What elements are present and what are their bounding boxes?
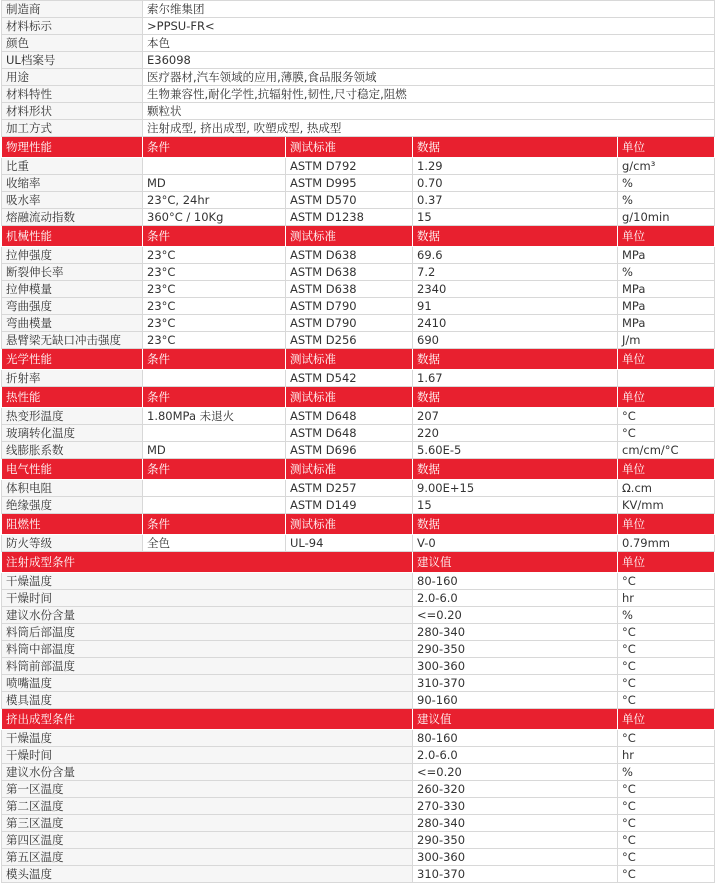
unit: °C (618, 866, 715, 883)
section-header (2, 459, 715, 480)
test-value: 15 (413, 209, 618, 226)
property-name: 绝缘强度 (2, 497, 143, 514)
test-condition: 23°C (143, 298, 286, 315)
recommended-value: 90-160 (413, 692, 618, 709)
info-label: 材料标示 (2, 18, 143, 35)
test-standard: ASTM D638 (286, 281, 413, 298)
unit: g/10min (618, 209, 715, 226)
column-header: 数据 (413, 387, 618, 408)
test-condition: 23°C (143, 281, 286, 298)
recommended-value: 280-340 (413, 815, 618, 832)
unit: MPa (618, 298, 715, 315)
property-name: 热变形温度 (2, 408, 143, 425)
info-row (2, 18, 715, 35)
column-header: 测试标准 (286, 387, 413, 408)
parameter-name: 第一区温度 (2, 781, 413, 798)
section-title: 电气性能 (2, 459, 143, 480)
table-row (2, 175, 715, 192)
info-value: 生物兼容性,耐化学性,抗辐射性,韧性,尺寸稳定,阻燃 (143, 86, 715, 103)
test-value: V-0 (413, 535, 618, 552)
table-row (2, 332, 715, 349)
section-header (2, 226, 715, 247)
test-condition (143, 158, 286, 175)
test-value: 5.60E-5 (413, 442, 618, 459)
column-header: 测试标准 (286, 349, 413, 370)
parameter-name: 建议水份含量 (2, 607, 413, 624)
test-standard: ASTM D790 (286, 298, 413, 315)
test-condition: MD (143, 442, 286, 459)
table-row (2, 264, 715, 281)
recommended-value: 80-160 (413, 573, 618, 590)
property-name: 弯曲模量 (2, 315, 143, 332)
info-label: 加工方式 (2, 120, 143, 137)
property-name: 体积电阻 (2, 480, 143, 497)
unit: °C (618, 798, 715, 815)
info-value: 索尔维集团 (143, 1, 715, 18)
unit: °C (618, 624, 715, 641)
table-row (2, 781, 715, 798)
column-header: 单位 (618, 552, 715, 573)
test-standard: ASTM D648 (286, 408, 413, 425)
table-row (2, 158, 715, 175)
property-name: 收缩率 (2, 175, 143, 192)
test-value: 69.6 (413, 247, 618, 264)
info-label: 制造商 (2, 1, 143, 18)
datasheet-body (2, 1, 715, 883)
unit: °C (618, 408, 715, 425)
table-row (2, 624, 715, 641)
property-name: 线膨胀系数 (2, 442, 143, 459)
info-label: 颜色 (2, 35, 143, 52)
column-header: 测试标准 (286, 459, 413, 480)
test-condition (143, 480, 286, 497)
section-title: 阻燃性 (2, 514, 143, 535)
unit: % (618, 175, 715, 192)
info-row (2, 35, 715, 52)
recommended-value: 300-360 (413, 849, 618, 866)
table-row (2, 408, 715, 425)
info-value: 颗粒状 (143, 103, 715, 120)
column-header: 数据 (413, 226, 618, 247)
property-name: 折射率 (2, 370, 143, 387)
test-standard: ASTM D1238 (286, 209, 413, 226)
table-row (2, 832, 715, 849)
table-row (2, 866, 715, 883)
info-row (2, 86, 715, 103)
column-header: 单位 (618, 349, 715, 370)
unit: °C (618, 675, 715, 692)
section-title: 物理性能 (2, 137, 143, 158)
table-row (2, 747, 715, 764)
column-header: 条件 (143, 349, 286, 370)
unit: Ω.cm (618, 480, 715, 497)
column-header: 单位 (618, 387, 715, 408)
table-row (2, 535, 715, 552)
column-header: 单位 (618, 459, 715, 480)
unit: °C (618, 832, 715, 849)
test-value: 7.2 (413, 264, 618, 281)
property-name: 玻璃转化温度 (2, 425, 143, 442)
unit (618, 370, 715, 387)
test-condition: 23°C (143, 264, 286, 281)
unit: cm/cm/°C (618, 442, 715, 459)
test-condition (143, 425, 286, 442)
section-title: 挤出成型条件 (2, 709, 413, 730)
property-name: 防火等级 (2, 535, 143, 552)
parameter-name: 干燥时间 (2, 590, 413, 607)
parameter-name: 模头温度 (2, 866, 413, 883)
unit: 0.79mm (618, 535, 715, 552)
recommended-value: 290-350 (413, 641, 618, 658)
recommended-value: <=0.20 (413, 607, 618, 624)
test-standard: ASTM D638 (286, 264, 413, 281)
table-row (2, 442, 715, 459)
info-row (2, 1, 715, 18)
column-header: 条件 (143, 459, 286, 480)
test-value: 9.00E+15 (413, 480, 618, 497)
recommended-value: <=0.20 (413, 764, 618, 781)
section-title: 机械性能 (2, 226, 143, 247)
column-header: 单位 (618, 226, 715, 247)
section-header (2, 552, 715, 573)
parameter-name: 第三区温度 (2, 815, 413, 832)
test-value: 1.67 (413, 370, 618, 387)
unit: °C (618, 781, 715, 798)
recommended-value: 2.0-6.0 (413, 590, 618, 607)
table-row (2, 641, 715, 658)
section-header (2, 514, 715, 535)
info-value: 本色 (143, 35, 715, 52)
section-title: 光学性能 (2, 349, 143, 370)
column-header: 数据 (413, 514, 618, 535)
test-value: 2340 (413, 281, 618, 298)
column-header: 建议值 (413, 552, 618, 573)
table-row (2, 192, 715, 209)
test-value: 2410 (413, 315, 618, 332)
table-row (2, 298, 715, 315)
info-label: 材料形状 (2, 103, 143, 120)
section-header (2, 137, 715, 158)
info-label: 材料特性 (2, 86, 143, 103)
unit: hr (618, 590, 715, 607)
property-name: 弯曲强度 (2, 298, 143, 315)
info-value: 医疗器材,汽车领域的应用,薄膜,食品服务领域 (143, 69, 715, 86)
column-header: 条件 (143, 514, 286, 535)
test-value: 207 (413, 408, 618, 425)
table-row (2, 425, 715, 442)
unit: % (618, 764, 715, 781)
parameter-name: 料筒前部温度 (2, 658, 413, 675)
test-standard: ASTM D995 (286, 175, 413, 192)
section-header (2, 709, 715, 730)
test-value: 1.29 (413, 158, 618, 175)
test-condition: MD (143, 175, 286, 192)
test-standard: ASTM D257 (286, 480, 413, 497)
unit: °C (618, 425, 715, 442)
info-row (2, 120, 715, 137)
column-header: 测试标准 (286, 514, 413, 535)
test-standard: ASTM D790 (286, 315, 413, 332)
section-header (2, 387, 715, 408)
parameter-name: 料筒中部温度 (2, 641, 413, 658)
test-value: 15 (413, 497, 618, 514)
unit: °C (618, 692, 715, 709)
material-datasheet-table (1, 0, 715, 883)
test-value: 0.37 (413, 192, 618, 209)
section-title: 注射成型条件 (2, 552, 413, 573)
unit: MPa (618, 315, 715, 332)
recommended-value: 290-350 (413, 832, 618, 849)
section-header (2, 349, 715, 370)
property-name: 断裂伸长率 (2, 264, 143, 281)
table-row (2, 247, 715, 264)
parameter-name: 模具温度 (2, 692, 413, 709)
table-row (2, 281, 715, 298)
unit: °C (618, 573, 715, 590)
test-standard: ASTM D149 (286, 497, 413, 514)
property-name: 吸水率 (2, 192, 143, 209)
recommended-value: 2.0-6.0 (413, 747, 618, 764)
info-value: >PPSU-FR< (143, 18, 715, 35)
test-standard: ASTM D792 (286, 158, 413, 175)
unit: °C (618, 730, 715, 747)
info-row (2, 103, 715, 120)
test-value: 690 (413, 332, 618, 349)
recommended-value: 270-330 (413, 798, 618, 815)
test-value: 0.70 (413, 175, 618, 192)
column-header: 数据 (413, 137, 618, 158)
unit: MPa (618, 247, 715, 264)
test-standard: ASTM D638 (286, 247, 413, 264)
recommended-value: 310-370 (413, 675, 618, 692)
parameter-name: 第四区温度 (2, 832, 413, 849)
table-row (2, 209, 715, 226)
table-row (2, 370, 715, 387)
parameter-name: 干燥温度 (2, 730, 413, 747)
table-row (2, 315, 715, 332)
test-condition: 23°C, 24hr (143, 192, 286, 209)
test-standard: UL-94 (286, 535, 413, 552)
unit: KV/mm (618, 497, 715, 514)
info-label: 用途 (2, 69, 143, 86)
test-standard: ASTM D696 (286, 442, 413, 459)
column-header: 单位 (618, 709, 715, 730)
test-condition: 23°C (143, 332, 286, 349)
info-label: UL档案号 (2, 52, 143, 69)
test-value: 220 (413, 425, 618, 442)
column-header: 单位 (618, 514, 715, 535)
unit: °C (618, 815, 715, 832)
parameter-name: 干燥时间 (2, 747, 413, 764)
table-row (2, 849, 715, 866)
column-header: 测试标准 (286, 137, 413, 158)
table-row (2, 497, 715, 514)
test-value: 91 (413, 298, 618, 315)
column-header: 条件 (143, 226, 286, 247)
info-row (2, 69, 715, 86)
table-row (2, 573, 715, 590)
parameter-name: 干燥温度 (2, 573, 413, 590)
recommended-value: 300-360 (413, 658, 618, 675)
column-header: 条件 (143, 387, 286, 408)
table-row (2, 815, 715, 832)
test-standard: ASTM D648 (286, 425, 413, 442)
property-name: 熔融流动指数 (2, 209, 143, 226)
test-condition: 23°C (143, 247, 286, 264)
property-name: 比重 (2, 158, 143, 175)
parameter-name: 喷嘴温度 (2, 675, 413, 692)
table-row (2, 480, 715, 497)
unit: °C (618, 641, 715, 658)
property-name: 悬臂梁无缺口冲击强度 (2, 332, 143, 349)
info-row (2, 52, 715, 69)
table-row (2, 798, 715, 815)
table-row (2, 675, 715, 692)
unit: % (618, 192, 715, 209)
test-standard: ASTM D570 (286, 192, 413, 209)
table-row (2, 607, 715, 624)
column-header: 数据 (413, 459, 618, 480)
table-row (2, 590, 715, 607)
property-name: 拉伸强度 (2, 247, 143, 264)
parameter-name: 料筒后部温度 (2, 624, 413, 641)
recommended-value: 280-340 (413, 624, 618, 641)
unit: J/m (618, 332, 715, 349)
unit: g/cm³ (618, 158, 715, 175)
column-header: 条件 (143, 137, 286, 158)
unit: °C (618, 849, 715, 866)
test-condition: 1.80MPa 未退火 (143, 408, 286, 425)
info-value: E36098 (143, 52, 715, 69)
column-header: 单位 (618, 137, 715, 158)
column-header: 建议值 (413, 709, 618, 730)
test-condition: 360°C / 10Kg (143, 209, 286, 226)
parameter-name: 建议水份含量 (2, 764, 413, 781)
test-standard: ASTM D542 (286, 370, 413, 387)
table-row (2, 658, 715, 675)
table-row (2, 764, 715, 781)
section-title: 热性能 (2, 387, 143, 408)
unit: hr (618, 747, 715, 764)
test-standard: ASTM D256 (286, 332, 413, 349)
property-name: 拉伸模量 (2, 281, 143, 298)
unit: % (618, 607, 715, 624)
recommended-value: 310-370 (413, 866, 618, 883)
unit: °C (618, 658, 715, 675)
parameter-name: 第五区温度 (2, 849, 413, 866)
test-condition (143, 370, 286, 387)
parameter-name: 第二区温度 (2, 798, 413, 815)
recommended-value: 80-160 (413, 730, 618, 747)
test-condition: 23°C (143, 315, 286, 332)
column-header: 数据 (413, 349, 618, 370)
test-condition: 全色 (143, 535, 286, 552)
table-row (2, 730, 715, 747)
info-value: 注射成型, 挤出成型, 吹塑成型, 热成型 (143, 120, 715, 137)
column-header: 测试标准 (286, 226, 413, 247)
unit: % (618, 264, 715, 281)
recommended-value: 260-320 (413, 781, 618, 798)
table-row (2, 692, 715, 709)
unit: MPa (618, 281, 715, 298)
test-condition (143, 497, 286, 514)
